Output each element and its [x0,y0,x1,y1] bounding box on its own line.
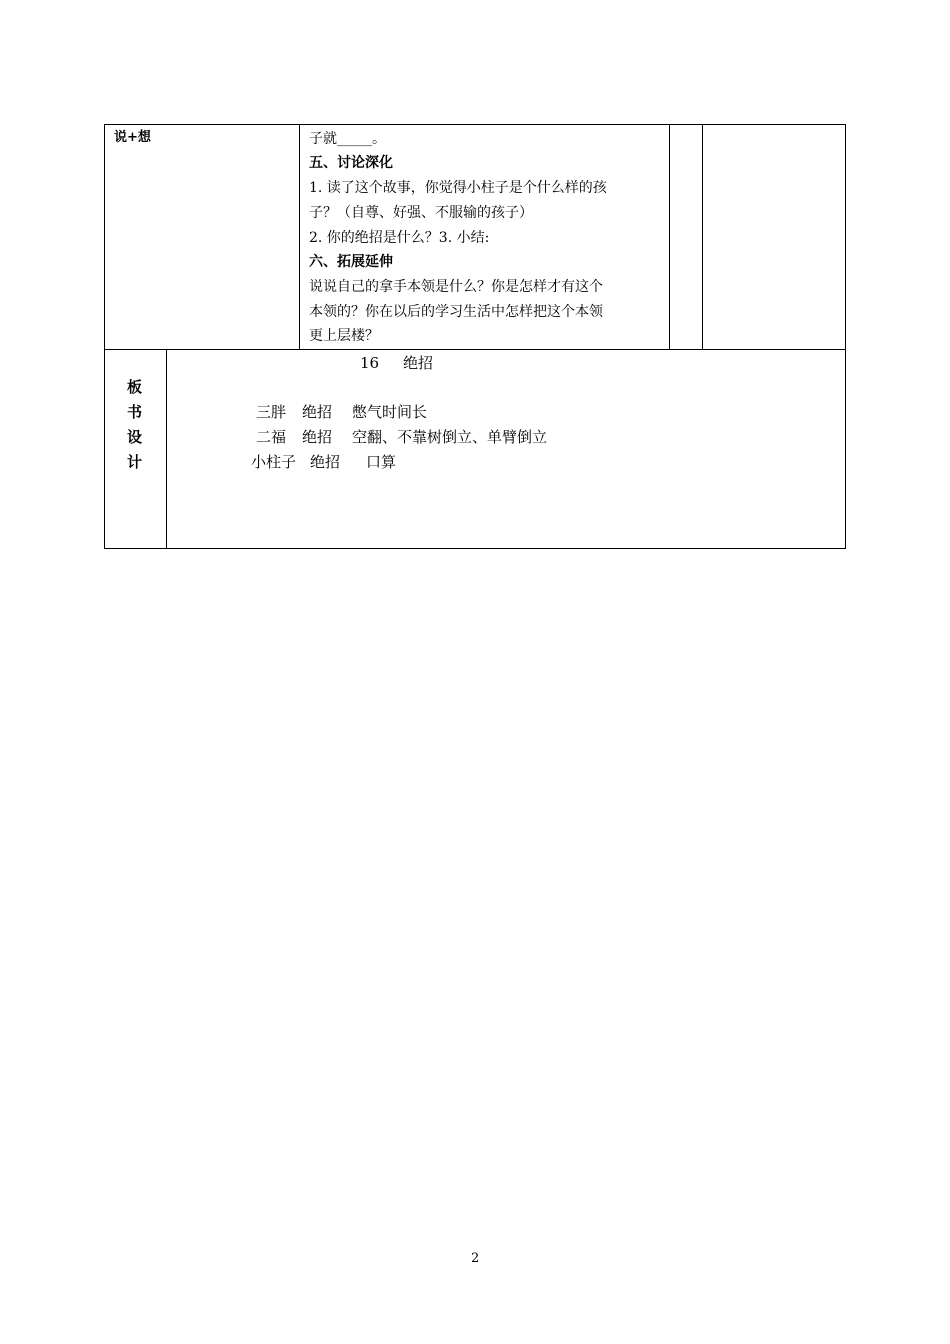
board-label-char-3: 设 [127,428,143,446]
content-line-9: 更上层楼？ [309,328,379,344]
table-left-border [104,124,105,549]
table-right-border [845,124,846,549]
upper-col-divider-3 [702,124,703,350]
section-heading-discussion: 五、讨论深化 [309,155,393,171]
lesson-table [0,0,950,560]
section-heading-extension: 六、拓展延伸 [309,254,393,270]
lower-col-divider [166,349,167,549]
content-line-8: 本领的？你在以后的学习生活中怎样把这个本领 [309,304,603,320]
board-row-1-detail: 憋气时间长 [352,403,428,421]
board-row-2-skill: 绝招 [302,428,333,446]
board-row-2-name: 二福 [256,428,287,446]
page-number: 2 [471,1251,480,1266]
board-row-3-name: 小柱子 [251,453,297,471]
board-row-1-skill: 绝招 [302,403,333,421]
content-line-4: 子？（自尊、好强、不服输的孩子） [309,205,533,221]
content-line-1: 子就_____。 [309,131,386,147]
board-row-3-skill: 绝招 [310,453,341,471]
board-title-number: 16 [360,354,380,372]
table-top-border [104,124,846,125]
board-title-text: 绝招 [403,354,434,372]
activity-label: 说+想 [114,130,151,145]
content-line-7: 说说自己的拿手本领是什么？你是怎样才有这个 [309,279,603,295]
board-row-1-name: 三胖 [256,403,287,421]
board-label-char-2: 书 [127,403,143,421]
board-label-char-1: 板 [127,378,143,396]
upper-col-divider-2 [669,124,670,350]
board-row-3-detail: 口算 [366,453,397,471]
board-label-char-4: 计 [127,453,143,471]
table-row-divider [104,349,846,350]
board-row-2-detail: 空翻、不靠树倒立、单臂倒立 [352,428,548,446]
upper-col-divider-1 [299,124,300,350]
content-line-5: 2. 你的绝招是什么？3. 小结: [309,230,490,246]
table-bottom-border [104,548,846,549]
content-line-3: 1. 读了这个故事，你觉得小柱子是个什么样的孩 [309,180,607,196]
